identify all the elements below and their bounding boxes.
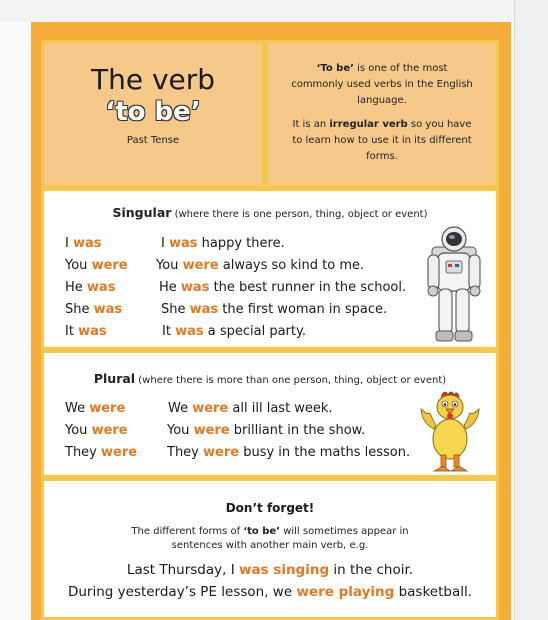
pronoun: We xyxy=(65,401,86,416)
singular-panel xyxy=(41,188,499,350)
sentence-subject: It xyxy=(162,324,171,339)
pronoun-form xyxy=(65,236,102,251)
sentence-verb: was xyxy=(175,324,204,339)
sentence-subject: They xyxy=(167,445,199,460)
sentence-rest: brilliant in the show. xyxy=(229,423,366,438)
example-2-verb-phrase: were playing xyxy=(296,584,395,600)
sentence-verb: were xyxy=(193,423,230,438)
sentence-rest: a special party. xyxy=(203,324,306,339)
viewer-toolbar xyxy=(0,0,548,22)
singular-heading xyxy=(44,205,496,220)
chicken-costume-illustration xyxy=(418,389,482,477)
sentence-verb: were xyxy=(203,445,240,460)
sentence-verb: was xyxy=(168,236,198,251)
intro-p2-start: It is an xyxy=(292,119,330,130)
pronoun-form xyxy=(65,324,107,339)
pronoun-form xyxy=(65,423,128,438)
dont-forget-heading: Don’t forget! xyxy=(225,501,315,515)
sentence-verb: were xyxy=(192,401,229,416)
plural-heading xyxy=(44,371,496,386)
sentence-rest: all ill last week. xyxy=(228,401,333,416)
intro-p2-text: so you have to learn how to use it in its different forms. xyxy=(292,119,472,162)
singular-note: (where there is one person, thing, object or event) xyxy=(171,209,428,220)
sentence-subject: You xyxy=(156,258,179,273)
pronoun: I xyxy=(65,236,69,251)
dont-forget-note xyxy=(105,525,435,553)
pronoun-form xyxy=(65,445,137,460)
verb-form: was xyxy=(86,280,116,295)
sentence-verb: was xyxy=(189,302,219,317)
intro-panel xyxy=(265,40,499,188)
dont-forget-panel xyxy=(41,478,499,620)
note-start: The different forms of xyxy=(131,526,244,537)
example-sentence xyxy=(167,445,410,460)
verb-form: was xyxy=(72,236,102,251)
intro-paragraph-2 xyxy=(289,117,475,165)
sentence-rest: happy there. xyxy=(197,236,285,251)
pronoun-form xyxy=(65,302,122,317)
pronoun: You xyxy=(65,423,88,438)
astronaut-illustration xyxy=(426,225,482,347)
title-heading: The verb xyxy=(90,63,216,96)
sentence-subject: She xyxy=(161,302,186,317)
example-2-rest: basketball. xyxy=(394,584,473,600)
example-1-rest: in the choir. xyxy=(329,562,414,578)
title-subtitle: Past Tense xyxy=(126,135,180,146)
example-sentence-1 xyxy=(44,559,496,581)
plural-panel xyxy=(41,350,499,478)
pronoun: It xyxy=(65,324,74,339)
viewer-scrollbar[interactable] xyxy=(514,0,548,620)
sentence-rest: always so kind to me. xyxy=(218,258,365,273)
verb-form: were xyxy=(91,258,128,273)
example-sentence xyxy=(159,280,406,295)
intro-paragraph-1 xyxy=(289,61,475,109)
pronoun-form xyxy=(65,258,128,273)
plural-note: (where there is more than one person, thing, object or event) xyxy=(135,375,447,386)
title-verb: ‘to be’ xyxy=(105,97,201,127)
example-2-start: During yesterday’s PE lesson, we xyxy=(67,584,297,600)
sentence-subject: He xyxy=(159,280,177,295)
worksheet-page xyxy=(31,22,511,620)
sentence-subject: You xyxy=(167,423,190,438)
intro-to-be: ‘To be’ xyxy=(316,63,354,74)
example-sentence xyxy=(161,302,387,317)
intro-p1-text: is one of the most commonly used verbs in the English language. xyxy=(291,63,473,106)
note-rest: will sometimes appear in sentences with another main verb, e.g. xyxy=(171,526,409,551)
sentence-subject: I xyxy=(161,236,165,251)
plural-word: Plural xyxy=(93,371,136,386)
verb-form: was xyxy=(78,324,107,339)
pronoun: She xyxy=(65,302,90,317)
verb-form: were xyxy=(89,401,126,416)
example-sentence xyxy=(156,258,364,273)
example-sentence xyxy=(168,401,333,416)
sentence-verb: were xyxy=(182,258,219,273)
example-1-verb-phrase: was singing xyxy=(238,562,330,578)
sentence-rest: the first woman in space. xyxy=(218,302,388,317)
singular-word: Singular xyxy=(112,205,172,220)
title-panel xyxy=(41,40,265,188)
example-sentence xyxy=(167,423,365,438)
verb-form: was xyxy=(93,302,123,317)
pronoun: They xyxy=(65,445,97,460)
sentence-verb: was xyxy=(180,280,210,295)
pronoun: He xyxy=(65,280,83,295)
note-to-be: ‘to be’ xyxy=(243,526,281,537)
sentence-rest: the best runner in the school. xyxy=(209,280,407,295)
worksheet-content xyxy=(41,40,499,620)
example-1-start: Last Thursday, I xyxy=(126,562,239,578)
pronoun: You xyxy=(65,258,88,273)
verb-form: were xyxy=(101,445,138,460)
verb-form: were xyxy=(91,423,128,438)
sentence-rest: busy in the maths lesson. xyxy=(239,445,411,460)
sentence-subject: We xyxy=(168,401,189,416)
example-sentence xyxy=(162,324,306,339)
example-sentence-2 xyxy=(44,581,496,603)
pronoun-form xyxy=(65,401,125,416)
pronoun-form xyxy=(65,280,115,295)
intro-irregular: irregular verb xyxy=(329,119,408,130)
example-sentence xyxy=(161,236,285,251)
